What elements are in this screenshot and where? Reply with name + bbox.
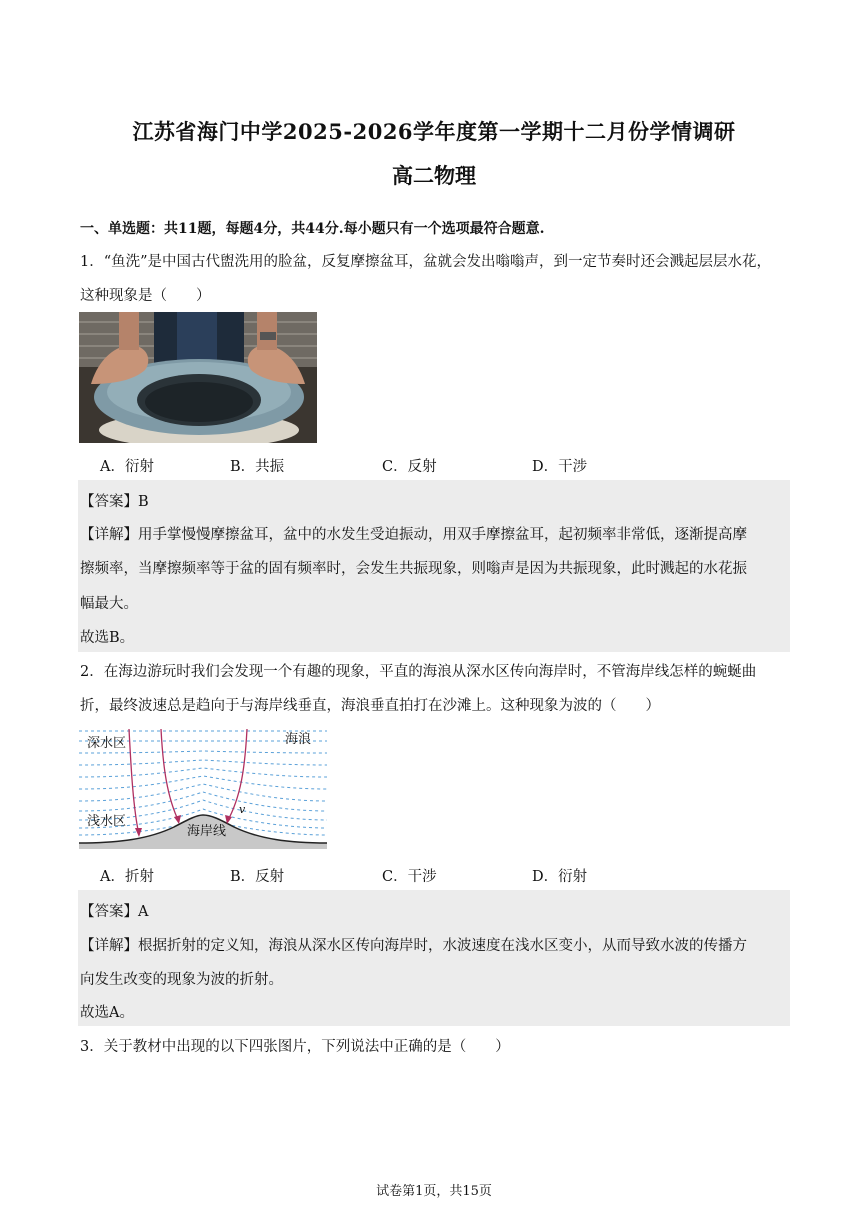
q2-diagram-deep-label: 深水区 [87,736,127,751]
q2-explain-line1: 【详解】根据折射的定义知，海浪从深水区传向海岸时，水波速度在浅水区变小，从而导致水波的传播方 [80,938,747,954]
q1-answer: 【答案】B [80,494,149,510]
q2-option-b[interactable]: B．反射 [230,869,285,885]
q1-stem-line2: 这种现象是（ ） [80,288,211,304]
q1-conclusion: 故选B。 [80,630,135,646]
exam-title: 江苏省海门中学2025-2026学年度第一学期十二月份学情调研 [132,119,736,144]
q2-explain-line2: 向发生改变的现象为波的折射。 [80,972,283,988]
q1-option-d[interactable]: D．干涉 [532,459,588,475]
q2-option-a[interactable]: A．折射 [100,869,154,885]
q2-diagram-coast-label: 海岸线 [187,824,227,839]
q1-explain-line1: 【详解】用手掌慢慢摩擦盆耳，盆中的水发生受迫振动，用双手摩擦盆耳，起初频率非常低，逐渐提高摩 [80,527,747,543]
q2-stem-line1: 2．在海边游玩时我们会发现一个有趣的现象，平直的海浪从深水区传向海岸时，不管海岸线怎样的蜿蜒曲 [80,664,757,680]
q2-option-c[interactable]: C．干涉 [382,869,437,885]
q3-stem-line1: 3．关于教材中出现的以下四张图片，下列说法中正确的是（ ） [80,1039,510,1055]
q1-explain-line2: 擦频率，当摩擦频率等于盆的固有频率时，会发生共振现象，则嗡声是因为共振现象，此时溅起的水花振 [80,561,747,577]
q2-stem-line2: 折，最终波速总是趋向于与海岸线垂直，海浪垂直拍打在沙滩上。这种现象为波的（ ） [80,698,660,714]
q1-option-a[interactable]: A．衍射 [100,459,154,475]
section-heading: 一、单选题：共11题，每题4分，共44分.每小题只有一个选项最符合题意. [80,221,545,237]
page-footer: 试卷第1页，共15页 [376,1184,492,1199]
q2-conclusion: 故选A。 [80,1005,134,1021]
q2-diagram-shallow-label: 浅水区 [87,814,127,829]
q2-answer-box [78,890,790,1026]
q1-fish-basin-photo [79,312,317,443]
q2-diagram-velocity-label: v [239,803,246,816]
q1-option-c[interactable]: C．反射 [382,459,437,475]
q1-option-b[interactable]: B．共振 [230,459,285,475]
q2-answer: 【答案】A [80,904,149,920]
q1-explain-line3: 幅最大。 [80,596,138,612]
q2-option-d[interactable]: D．衍射 [532,869,588,885]
q2-wave-refraction-diagram [79,727,327,849]
exam-subject: 高二物理 [392,163,476,188]
q2-diagram-wave-label: 海浪 [285,732,312,747]
q1-stem-line1: 1．“鱼洗”是中国古代盥洗用的脸盆，反复摩擦盆耳，盆就会发出嗡嗡声，到一定节奏时还会溅起层层水花， [80,254,772,270]
